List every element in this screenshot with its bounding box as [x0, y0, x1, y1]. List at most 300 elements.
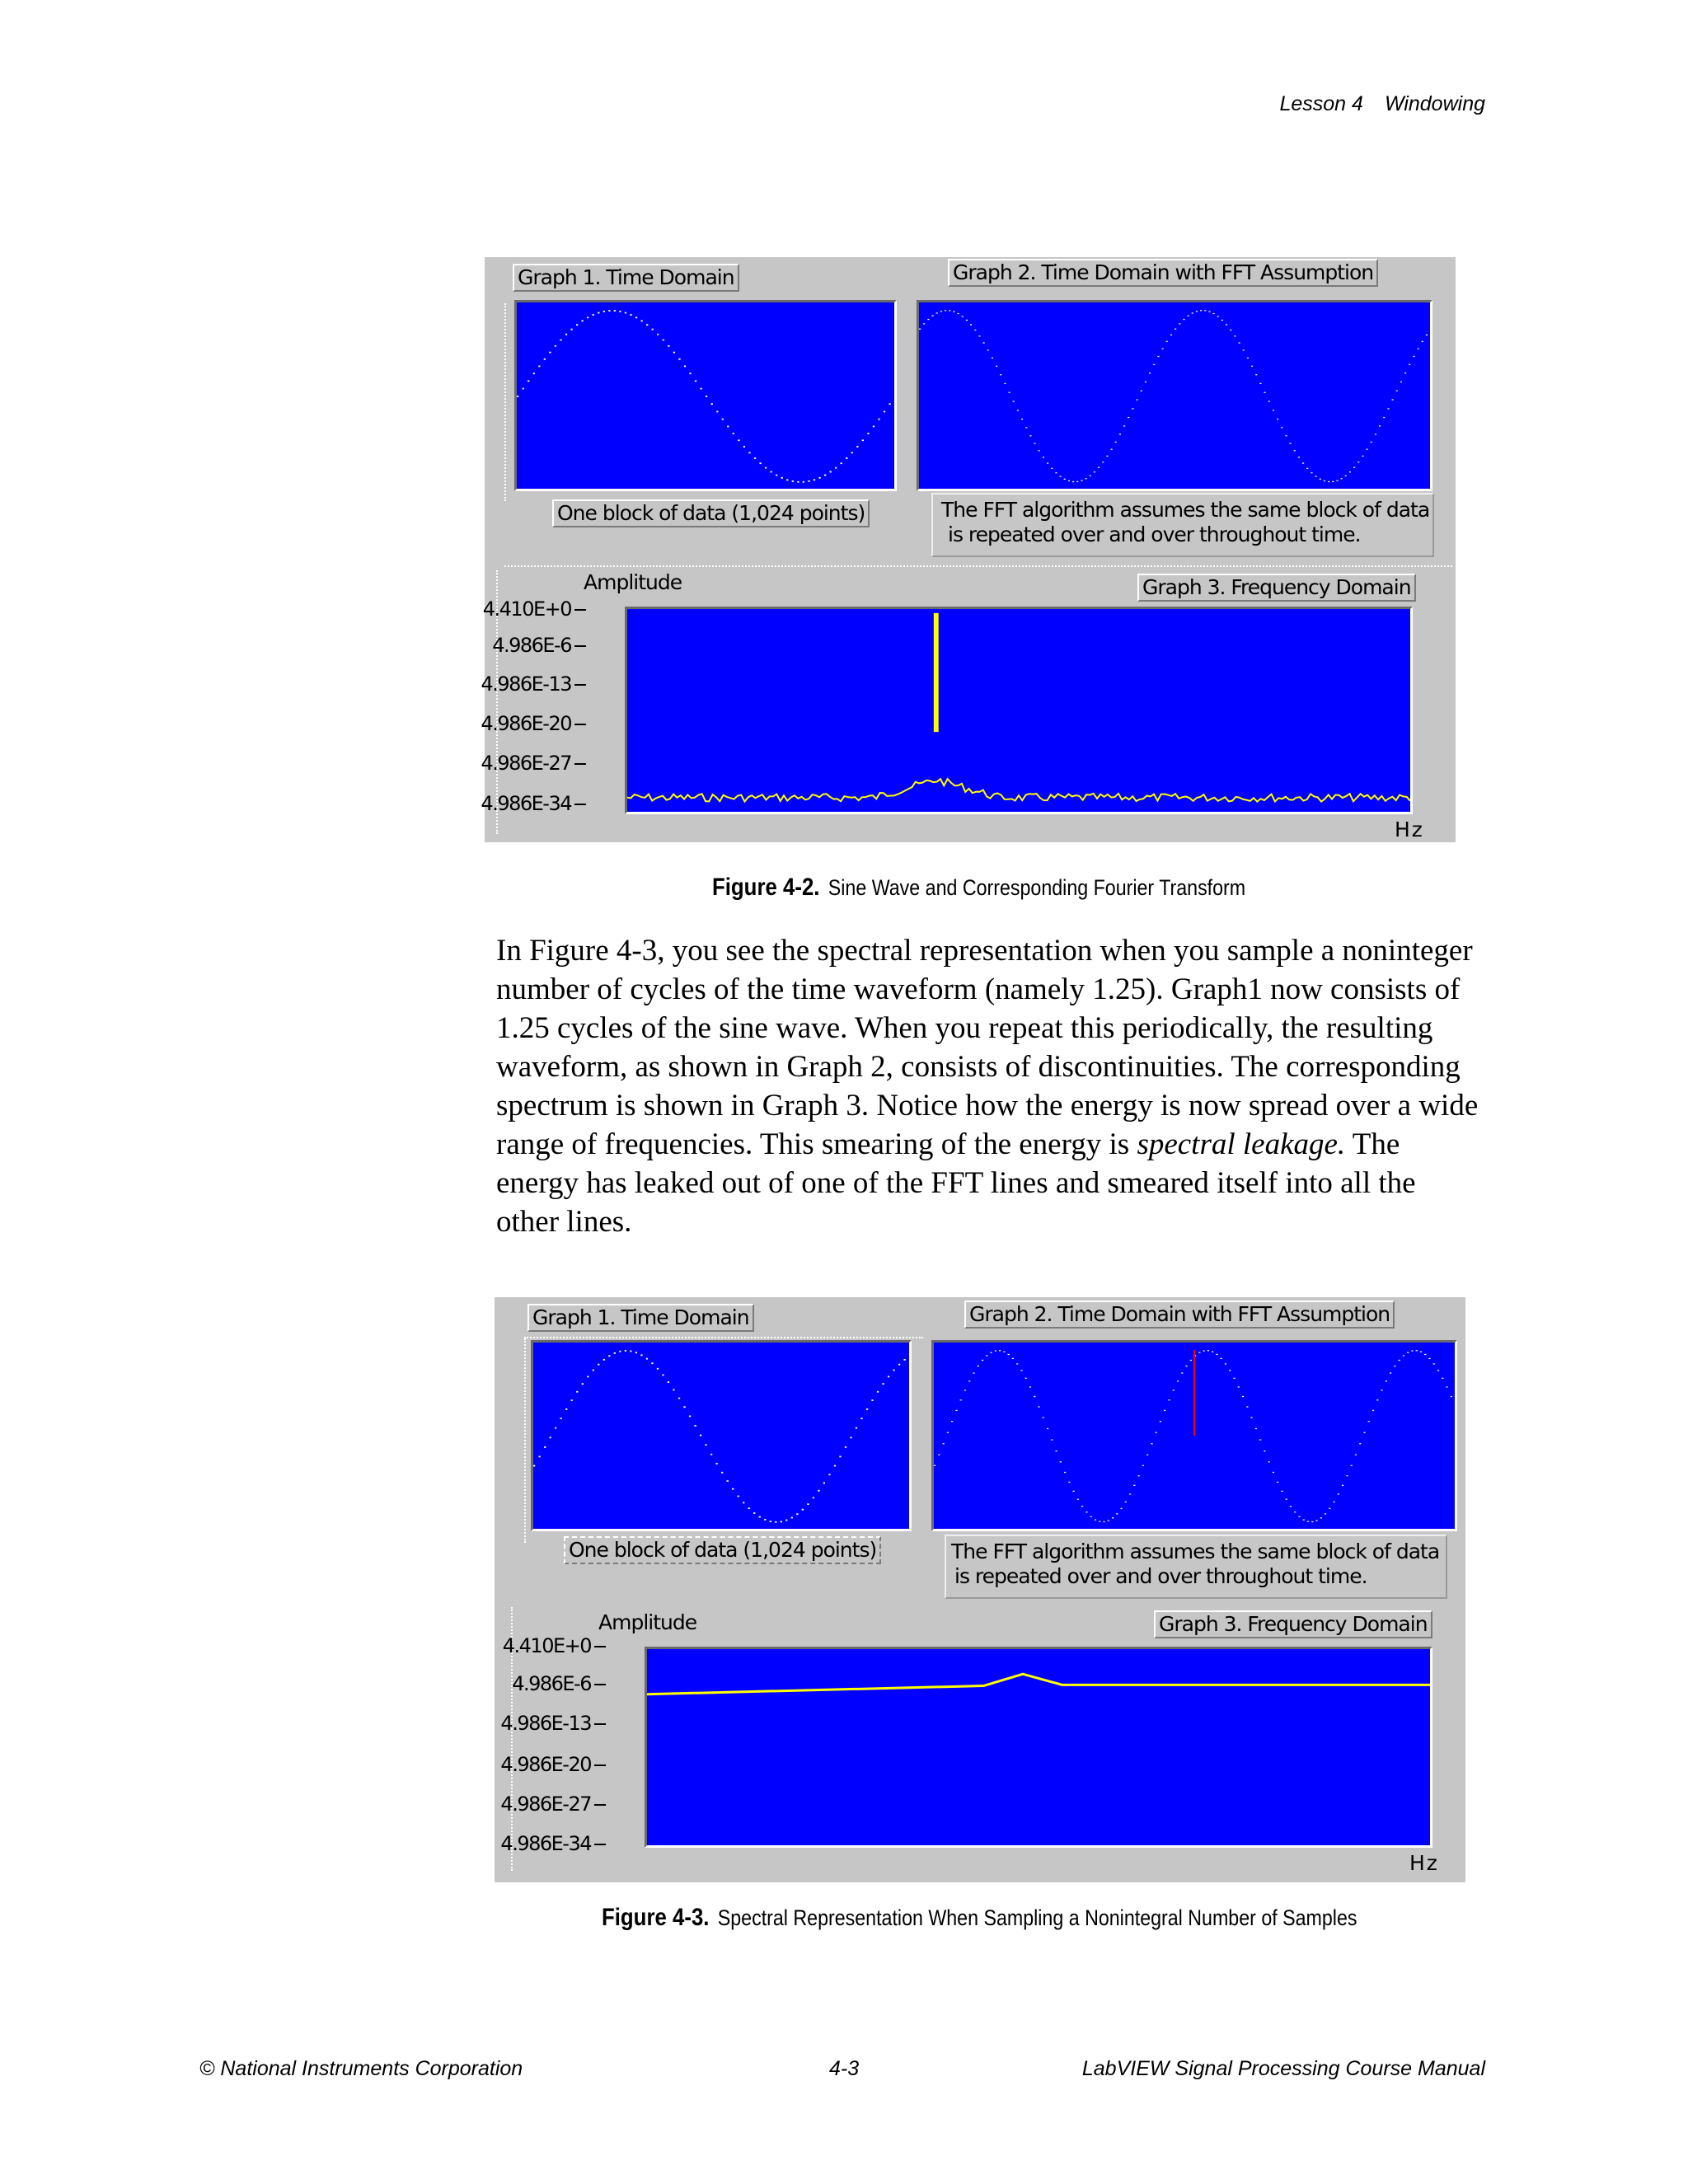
waveform-point: [903, 1359, 905, 1361]
waveform-point: [867, 433, 869, 434]
waveform-point: [678, 359, 680, 360]
figure-caption-text: Sine Wave and Corresponding Fourier Transform: [828, 875, 1246, 900]
waveform-point: [1315, 1520, 1317, 1521]
waveform-point: [570, 329, 572, 330]
waveform-point: [990, 1352, 992, 1353]
waveform-point: [882, 1383, 884, 1385]
waveform-point: [748, 452, 750, 453]
waveform-point: [689, 1416, 691, 1418]
waveform-point: [657, 1368, 659, 1370]
waveform-point: [1336, 480, 1338, 481]
waveform-point: [1081, 1506, 1083, 1507]
waveform-point: [1298, 1516, 1300, 1517]
waveform-point: [1168, 1399, 1170, 1400]
waveform-point: [1411, 1350, 1413, 1351]
waveform-point: [764, 1519, 766, 1521]
y-tick: 4.986E-34: [452, 793, 571, 814]
waveform-point: [625, 312, 626, 314]
waveform-point: [1320, 1517, 1322, 1518]
waveform-point: [856, 446, 858, 448]
waveform-point: [1043, 1417, 1044, 1418]
waveform-point: [1229, 1370, 1231, 1371]
waveform-point: [1351, 1465, 1353, 1466]
waveform-point: [808, 480, 809, 482]
waveform-point: [1103, 1521, 1104, 1522]
waveform-point: [1342, 1485, 1343, 1486]
waveform-point: [878, 419, 879, 420]
waveform-point: [560, 340, 561, 341]
waveform-point: [1285, 435, 1287, 436]
spectrum-peak: [935, 613, 937, 731]
waveform-point: [1132, 408, 1133, 409]
waveform-point: [683, 1406, 685, 1408]
waveform-point: [970, 324, 972, 325]
waveform-point: [587, 316, 588, 318]
waveform-point: [1242, 1396, 1244, 1397]
waveform-point: [966, 320, 968, 321]
waveform-point: [1320, 479, 1321, 480]
waveform-point: [818, 1490, 819, 1492]
waveform-point: [786, 479, 788, 480]
waveform-point: [700, 388, 701, 390]
waveform-point: [814, 479, 815, 480]
waveform-point: [652, 329, 654, 330]
waveform-point: [893, 1370, 894, 1371]
graph2-title: Graph 2. Time Domain with FFT Assumption: [964, 1301, 1395, 1329]
waveform-point: [1225, 1363, 1226, 1364]
waveform-point: [576, 1391, 578, 1393]
waveform-point: [662, 1375, 663, 1376]
waveform-point: [1349, 471, 1351, 472]
waveform-point: [889, 403, 890, 405]
y-tick: 4.410E+0: [471, 1635, 591, 1657]
waveform-point: [1264, 392, 1266, 393]
waveform-point: [1251, 366, 1253, 367]
waveform-point: [871, 1399, 873, 1401]
waveform-point: [1099, 1521, 1100, 1522]
waveform-point: [523, 388, 524, 390]
waveform-point: [781, 1521, 782, 1522]
waveform-point: [1068, 480, 1070, 481]
waveform-point: [1424, 1354, 1426, 1355]
waveform-point: [663, 340, 664, 341]
waveform-point: [1029, 1386, 1031, 1387]
waveform-point: [635, 316, 637, 318]
waveform-point: [1259, 1439, 1261, 1440]
graph2-caption-box: [931, 493, 1434, 557]
waveform-point: [949, 310, 950, 311]
waveform-point: [1422, 341, 1423, 342]
waveform-point: [936, 312, 938, 313]
y-tick: 4.410E+0: [452, 598, 571, 620]
waveform-point: [1213, 313, 1215, 314]
waveform-point: [841, 462, 842, 464]
waveform-point: [1207, 1350, 1209, 1351]
waveform-point: [1255, 1428, 1257, 1429]
waveform-point: [517, 396, 518, 397]
waveform-point: [1226, 324, 1227, 325]
waveform-point: [776, 475, 777, 476]
waveform-point: [705, 1444, 706, 1446]
waveform-point: [695, 380, 696, 382]
waveform-point: [1009, 392, 1010, 393]
waveform-point: [850, 1436, 851, 1438]
waveform-point: [1012, 1358, 1014, 1359]
waveform-point: [1290, 1506, 1292, 1507]
waveform-point: [538, 365, 540, 367]
waveform-point: [781, 477, 783, 479]
waveform-point: [1051, 1439, 1053, 1440]
waveform-point: [1179, 323, 1180, 324]
amplitude-label: Amplitude: [598, 1610, 697, 1634]
waveform-point: [1120, 1508, 1122, 1509]
waveform-point: [1307, 1521, 1309, 1522]
x-unit-label: Hz: [1409, 1851, 1439, 1875]
waveform-point: [1196, 311, 1198, 312]
waveform-point: [1332, 481, 1334, 482]
waveform-point: [1277, 1482, 1278, 1483]
waveform-point: [1286, 1499, 1287, 1500]
waveform-point: [1328, 481, 1329, 482]
waveform-point: [582, 320, 584, 321]
waveform-point: [1246, 1406, 1248, 1407]
waveform-point: [619, 1351, 621, 1352]
waveform-point: [1376, 1399, 1378, 1400]
waveform-point: [1329, 1508, 1330, 1509]
waveform-point: [823, 1482, 825, 1483]
waveform-point: [1437, 1370, 1439, 1371]
waveform-point: [803, 481, 804, 483]
waveform-point: [743, 1502, 744, 1503]
waveform-point: [608, 310, 610, 312]
waveform-point: [824, 475, 826, 476]
waveform-point: [797, 481, 799, 483]
waveform-point: [839, 1455, 841, 1457]
waveform-point: [1098, 467, 1100, 468]
waveform-point: [603, 1359, 605, 1361]
graph2-time-plot: [931, 1340, 1457, 1531]
waveform-point: [710, 1454, 712, 1455]
waveform-point: [635, 1352, 637, 1353]
x-unit-label: Hz: [1395, 818, 1424, 841]
waveform-point: [1133, 1485, 1135, 1486]
waveform-point: [1294, 450, 1296, 451]
waveform-point: [834, 1465, 836, 1467]
waveform-point: [759, 1516, 761, 1518]
waveform-point: [673, 1390, 674, 1391]
waveform-point: [678, 1398, 680, 1399]
waveform-point: [539, 1455, 541, 1457]
waveform-point: [1409, 364, 1410, 365]
waveform-point: [1368, 1421, 1370, 1422]
waveform-point: [955, 1410, 957, 1411]
waveform-point: [598, 312, 599, 314]
waveform-point: [1390, 1372, 1391, 1373]
graph2-caption-line2: is repeated over and over throughout time.: [948, 523, 1361, 546]
waveform-point: [753, 1512, 755, 1514]
waveform-point: [978, 335, 980, 336]
waveform-point: [582, 1383, 584, 1385]
waveform-point: [1090, 1516, 1092, 1517]
waveform-point: [1273, 1472, 1274, 1473]
waveform-point: [1068, 1482, 1070, 1483]
waveform-point: [544, 359, 546, 360]
waveform-point: [1204, 310, 1206, 311]
waveform-point: [1383, 417, 1385, 418]
waveform-point: [1311, 472, 1312, 473]
waveform-point: [533, 373, 535, 374]
waveform-point: [706, 396, 707, 397]
waveform-point: [958, 313, 959, 314]
waveform-point: [846, 457, 847, 459]
waveform-point: [1234, 335, 1236, 336]
waveform-point: [986, 1355, 987, 1356]
waveform-point: [1177, 1380, 1179, 1381]
waveform-point: [603, 311, 605, 312]
paragraph-text-1: In Figure 4-3, you see the spectral representation when you sample a noninteger number of cycles of the time waveform (namely 1.25). Graph1 now consists of 1.25 cycles of the sine wave. When you repeat this periodically, the resulting waveform, as shown in Graph 2, consists of discontinuities. The corresponding spectrum is shown in Graph 3. Notice how the energy is now spread over a wide range of frequencies. This smearing of the energy is: [496, 934, 1479, 1161]
waveform-point: [1281, 427, 1282, 428]
spectrum-trace: [627, 779, 1410, 802]
waveform-point: [1208, 311, 1210, 312]
y-tick: 4.986E-27: [471, 1793, 591, 1815]
paragraph-text-2: The energy has leaked out of one of the FFT lines and smeared itself into all the other lines.: [496, 1127, 1416, 1239]
waveform-point: [1311, 1521, 1313, 1522]
graph2-caption-box: [945, 1535, 1447, 1599]
waveform-point: [1324, 480, 1325, 481]
waveform-point: [748, 1507, 750, 1509]
waveform-point: [1238, 1386, 1240, 1387]
waveform-point: [640, 320, 642, 321]
waveform-point: [1094, 471, 1095, 472]
figure-4-2-caption: [712, 874, 1245, 902]
waveform-point: [1029, 435, 1031, 436]
waveform-point: [528, 380, 529, 382]
waveform-point: [1338, 1493, 1339, 1494]
waveform-point: [999, 1350, 1001, 1351]
waveform-point: [1247, 358, 1249, 359]
waveform-point: [940, 311, 942, 312]
waveform-point: [614, 1352, 616, 1354]
graph3-frequency-plot: [625, 607, 1413, 814]
waveform-point: [668, 1381, 669, 1383]
waveform-point: [1325, 1513, 1326, 1514]
waveform-point: [1371, 442, 1372, 443]
waveform-point: [1138, 1475, 1140, 1476]
waveform-point: [1379, 425, 1381, 426]
graph3-frequency-plot: [645, 1647, 1432, 1848]
waveform-point: [1047, 1428, 1048, 1429]
waveform-point: [1116, 1513, 1118, 1514]
y-tick: 4.986E-27: [452, 752, 571, 774]
waveform-point: [1076, 481, 1078, 482]
footer-right: LabVIEW Signal Processing Course Manual: [1081, 2057, 1485, 2080]
waveform-point: [792, 480, 794, 482]
waveform-point: [646, 324, 648, 326]
waveform-point: [1372, 1410, 1374, 1411]
waveform-point: [1281, 1491, 1282, 1492]
waveform-point: [1153, 364, 1155, 365]
waveform-point: [1346, 1475, 1348, 1476]
waveform-point: [1303, 1519, 1305, 1520]
y-tick: 4.986E-20: [471, 1754, 591, 1775]
waveform-point: [657, 334, 659, 335]
waveform-point: [1151, 1443, 1152, 1444]
waveform-point: [1255, 374, 1257, 375]
waveform-point: [614, 310, 616, 312]
waveform-point: [983, 342, 985, 343]
waveform-point: [1250, 1417, 1252, 1418]
waveform-point: [1020, 1370, 1022, 1371]
waveform-point: [625, 1350, 626, 1352]
waveform-point: [759, 462, 761, 464]
waveform-point: [754, 457, 756, 459]
waveform-point: [544, 1446, 546, 1448]
waveform-point: [1160, 1421, 1161, 1422]
y-tick: 4.986E-13: [471, 1713, 591, 1734]
waveform-point: [1442, 1378, 1443, 1379]
waveform-point: [1392, 399, 1394, 400]
waveform-point: [1362, 456, 1363, 457]
waveform-point: [1203, 1350, 1205, 1351]
waveform-point: [1183, 319, 1184, 320]
waveform-point: [1413, 356, 1414, 357]
waveform-point: [1367, 449, 1368, 450]
waveform-point: [1051, 468, 1053, 469]
waveform-point: [1077, 1499, 1079, 1500]
waveform-point: [1416, 1350, 1418, 1351]
waveform-point: [1403, 1355, 1404, 1356]
waveform-point: [1111, 449, 1113, 450]
waveform-point: [953, 311, 954, 312]
graph1-title: Graph 1. Time Domain: [513, 264, 739, 292]
graph1-title: Graph 1. Time Domain: [528, 1304, 754, 1332]
waveform-point: [898, 1364, 900, 1366]
waveform-point: [973, 1372, 974, 1373]
y-tick: 4.986E-34: [471, 1833, 591, 1854]
waveform-point: [1123, 425, 1125, 426]
waveform-point: [996, 366, 997, 367]
waveform-point: [1192, 312, 1193, 313]
waveform-point: [550, 1436, 551, 1438]
waveform-point: [711, 403, 713, 405]
waveform-point: [1164, 1410, 1165, 1411]
waveform-point: [651, 1362, 653, 1364]
waveform-point: [943, 1443, 945, 1444]
graph2-time-plot: [917, 300, 1432, 491]
waveform-point: [813, 1497, 814, 1498]
waveform-point: [715, 1463, 717, 1465]
waveform-point: [1407, 1352, 1409, 1353]
waveform-point: [1399, 1360, 1400, 1361]
waveform-point: [630, 1351, 631, 1352]
waveform-point: [923, 323, 925, 324]
body-paragraph: [496, 931, 1485, 1241]
waveform-point: [1137, 399, 1138, 400]
waveform-point: [619, 311, 621, 312]
graph2-caption-line2: is repeated over and over throughout time.: [954, 1564, 1367, 1588]
waveform-point: [571, 1399, 573, 1401]
waveform-point: [1025, 1378, 1027, 1379]
waveform-point: [555, 345, 556, 347]
waveform-point: [1085, 1511, 1087, 1512]
waveform-point: [818, 477, 820, 479]
running-header: [1279, 92, 1485, 116]
waveform-point: [845, 1446, 846, 1448]
figure-4-3-caption: [602, 1904, 1357, 1932]
waveform-point: [765, 467, 767, 469]
lesson-title: Windowing: [1384, 92, 1485, 115]
y-tick: 4.986E-20: [452, 713, 571, 734]
waveform-point: [1072, 481, 1074, 482]
spectrum-trace: [647, 1674, 1430, 1694]
waveform-point: [1034, 1396, 1035, 1397]
waveform-point: [738, 1496, 739, 1497]
waveform-point: [549, 352, 551, 354]
waveform-point: [1129, 1493, 1131, 1494]
waveform-point: [1446, 1386, 1447, 1387]
footer-page-number: 4-3: [829, 2057, 860, 2080]
graph3-title: Graph 3. Frequency Domain: [1137, 574, 1416, 602]
figure-4-2-panel: [481, 257, 1456, 842]
y-tick: 4.986E-13: [452, 673, 571, 695]
waveform-point: [1268, 1461, 1270, 1462]
waveform-point: [1233, 1378, 1235, 1379]
waveform-point: [1181, 1372, 1183, 1373]
waveform-point: [1081, 480, 1082, 481]
graph1-time-plot: [514, 300, 897, 491]
waveform-point: [1156, 1432, 1157, 1433]
waveform-point: [684, 365, 686, 367]
waveform-point: [1004, 383, 1006, 384]
waveform-point: [982, 1360, 983, 1361]
figure-4-3-panel: [495, 1297, 1465, 1882]
waveform-point: [1073, 1491, 1075, 1492]
waveform-point: [796, 1513, 798, 1515]
waveform-point: [743, 446, 745, 448]
waveform-point: [856, 1427, 857, 1429]
waveform-point: [851, 452, 853, 453]
waveform-point: [738, 439, 739, 441]
waveform-point: [1039, 450, 1040, 451]
waveform-point: [860, 1418, 862, 1419]
waveform-point: [1359, 1443, 1361, 1444]
waveform-point: [1200, 310, 1202, 311]
waveform-point: [785, 1520, 787, 1521]
paragraph-emphasis: spectral leakage.: [1137, 1127, 1346, 1161]
waveform-point: [608, 1355, 610, 1357]
waveform-point: [987, 349, 989, 350]
waveform-point: [533, 1465, 535, 1467]
waveform-point: [565, 334, 567, 335]
waveform-point: [1112, 1517, 1114, 1518]
waveform-point: [721, 1472, 723, 1474]
waveform-point: [727, 1480, 729, 1482]
waveform-point: [1363, 1432, 1365, 1433]
waveform-point: [1451, 1396, 1452, 1397]
graph2-caption-line1: The FFT algorithm assumes the same block of data: [951, 1540, 1440, 1563]
waveform-point: [835, 467, 837, 469]
waveform-point: [877, 1391, 879, 1393]
figure-number: Figure 4-2.: [712, 874, 820, 901]
waveform-point: [1060, 1461, 1062, 1462]
waveform-point: [1108, 1520, 1109, 1521]
waveform-point: [1095, 1519, 1096, 1520]
waveform-point: [1038, 1406, 1039, 1407]
waveform-point: [593, 314, 594, 316]
waveform-point: [1128, 417, 1129, 418]
waveform-point: [1115, 442, 1117, 443]
waveform-point: [862, 439, 864, 441]
